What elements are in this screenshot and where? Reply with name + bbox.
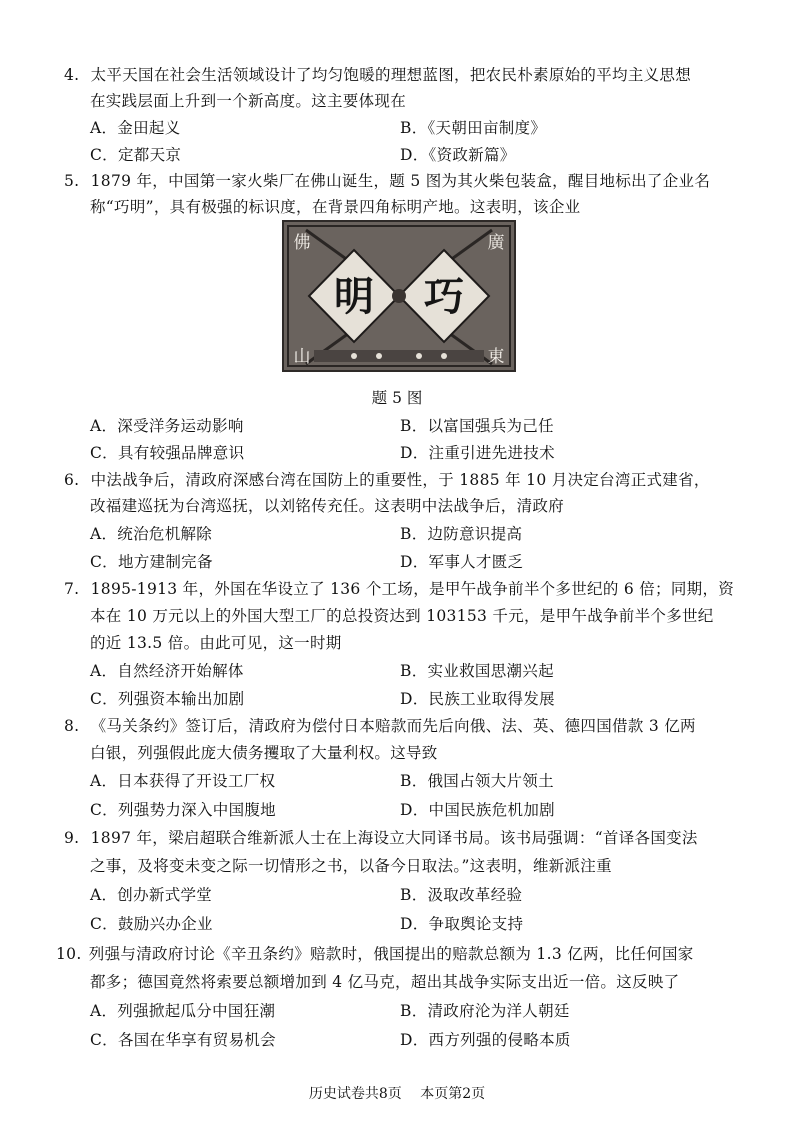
question-6-line-1 xyxy=(64,468,710,490)
question-5-option-c: C．具有较强品牌意识 xyxy=(90,444,245,462)
question-9-option-a: A．创办新式学堂 xyxy=(90,886,213,904)
question-10-option-c: C．各国在华享有贸易机会 xyxy=(90,1031,276,1049)
question-6-number: 6. xyxy=(64,471,80,489)
question-9-number: 9. xyxy=(64,829,80,847)
matchbox-corner-dong: 東 xyxy=(487,347,505,367)
question-7-option-d: D．民族工业取得发展 xyxy=(400,690,555,708)
question-9-option-b: B．汲取改革经验 xyxy=(400,886,523,904)
question-5-option-a: A．深受洋务运动影响 xyxy=(90,417,244,435)
question-5-line-1 xyxy=(64,169,710,191)
question-10-line-2: 都多；德国竟然将索要总额增加到 4 亿马克，超出其战争实际支出近一倍。这反映了 xyxy=(90,973,680,991)
question-4-option-d: D．《资政新篇》 xyxy=(400,146,516,164)
question-10-number: 10. xyxy=(56,945,82,963)
question-6-text-1: 中法战争后，清政府深感台湾在国防上的重要性，于 1885 年 10 月决定台湾正式建省， xyxy=(90,471,710,489)
question-8-option-a: A．日本获得了开设工厂权 xyxy=(90,772,276,790)
question-9-line-1 xyxy=(64,826,698,848)
question-9-option-c: C．鼓励兴办企业 xyxy=(90,915,213,933)
question-8-text-1: 《马关条约》签订后，清政府为偿付日本赔款而先后向俄、法、英、德四国借款 3 亿两 xyxy=(90,717,696,735)
question-5-line-2: 称“巧明”，具有极强的标识度，在背景四角标明产地。这表明，该企业 xyxy=(90,198,581,216)
matchbox-figure xyxy=(282,220,516,372)
question-4-option-a: A．金田起义 xyxy=(90,119,181,137)
question-8-option-b: B．俄国占领大片领土 xyxy=(400,772,554,790)
question-8-option-c: C．列强势力深入中国腹地 xyxy=(90,801,276,819)
question-9-text-1: 1897 年，梁启超联合维新派人士在上海设立大同译书局。该书局强调：“首译各国变法 xyxy=(90,829,698,847)
figure-caption: 题 5 图 xyxy=(371,389,423,407)
question-7-option-c: C．列强资本输出加剧 xyxy=(90,690,245,708)
question-5-text-1: 1879 年，中国第一家火柴厂在佛山诞生，题 5 图为其火柴包装盒，醒目地标出了企业名 xyxy=(90,172,711,190)
question-9-line-2: 之事，及将变未变之际一切情形之书，以备今日取法。”这表明，维新派注重 xyxy=(90,857,612,875)
question-7-number: 7. xyxy=(64,580,80,598)
question-4-text-1: 太平天国在社会生活领域设计了均匀饱暖的理想蓝图，把农民朴素原始的平均主义思想 xyxy=(90,66,692,84)
question-7-line-3: 的近 13.5 倍。由此可见，这一时期 xyxy=(90,634,342,652)
question-10-option-d: D．西方列强的侵略本质 xyxy=(400,1031,571,1049)
page-footer: 历史试卷共8页 本页第2页 xyxy=(308,1086,486,1102)
question-4-option-c: C．定都天京 xyxy=(90,146,182,164)
matchbox-char-qiao: 巧 xyxy=(424,273,464,320)
question-7-option-b: B．实业救国思潮兴起 xyxy=(400,662,554,680)
question-4-line-1 xyxy=(64,63,691,85)
question-4-number: 4. xyxy=(64,66,80,84)
question-8-option-d: D．中国民族危机加剧 xyxy=(400,801,555,819)
question-7-option-a: A．自然经济开始解体 xyxy=(90,662,244,680)
question-8-line-2: 白银，列强假此庞大债务攫取了大量利权。这导致 xyxy=(90,744,438,762)
question-10-option-b: B．清政府沦为洋人朝廷 xyxy=(400,1002,570,1020)
question-7-text-1: 1895-1913 年，外国在华设立了 136 个工场，是甲午战争前半个多世纪的 6 倍；同期，资 xyxy=(90,580,735,598)
matchbox-corner-guang: 廣 xyxy=(487,233,505,253)
question-7-line-2: 本在 10 万元以上的外国大型工厂的总投资达到 103153 千元，是甲午战争前半个多世纪 xyxy=(90,607,714,625)
question-4-line-2: 在实践层面上升到一个新高度。这主要体现在 xyxy=(90,92,407,110)
question-8-number: 8. xyxy=(64,717,80,735)
question-4-option-b: B．《天朝田亩制度》 xyxy=(400,119,547,137)
question-6-option-a: A．统治危机解除 xyxy=(90,525,213,543)
matchbox-corner-fo: 佛 xyxy=(293,233,311,253)
question-10-line-1 xyxy=(56,942,694,964)
question-9-option-d: D．争取舆论支持 xyxy=(400,915,524,933)
question-6-option-c: C．地方建制完备 xyxy=(90,553,213,571)
question-10-text-1: 列强与清政府讨论《辛丑条约》赔款时，俄国提出的赔款总额为 1.3 亿两，比任何国家 xyxy=(88,945,694,963)
question-8-line-1 xyxy=(64,714,696,736)
question-6-line-2: 改福建巡抚为台湾巡抚，以刘铭传充任。这表明中法战争后，清政府 xyxy=(90,497,565,515)
question-6-option-b: B．边防意识提高 xyxy=(400,525,523,543)
question-5-option-d: D．注重引进先进技术 xyxy=(400,444,555,462)
matchbox-corner-shan: 山 xyxy=(293,347,311,367)
question-5-option-b: B．以富国强兵为己任 xyxy=(400,417,554,435)
question-7-line-1 xyxy=(64,577,734,599)
question-10-option-a: A．列强掀起瓜分中国狂潮 xyxy=(90,1002,276,1020)
matchbox-image xyxy=(284,222,514,370)
matchbox-char-ming: 明 xyxy=(334,273,374,320)
question-6-option-d: D．军事人才匮乏 xyxy=(400,553,524,571)
question-5-number: 5. xyxy=(64,172,80,190)
